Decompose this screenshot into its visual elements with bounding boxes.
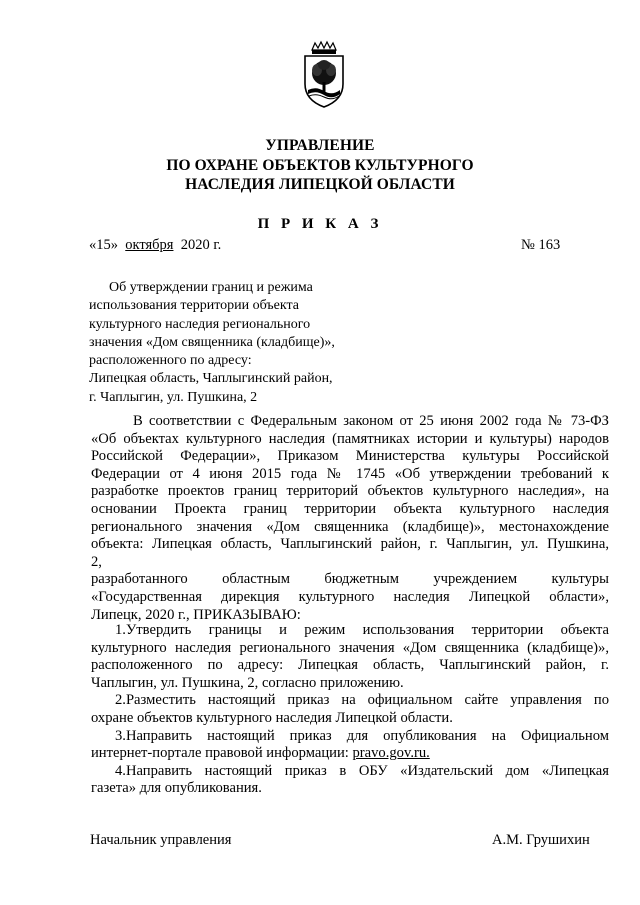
subject-line: Об утверждении границ и режима — [109, 280, 313, 295]
order-number: № 163 — [521, 237, 561, 253]
preamble-line: разработке проектов границ территорий объектов культурного наследия», на — [91, 483, 609, 500]
order-items — [91, 622, 609, 798]
signatory-name: А.М. Грушихин — [492, 832, 590, 848]
org-title-line-1: УПРАВЛЕНИЕ — [265, 137, 375, 154]
item-line: 3.Направить настоящий приказ для опубликования на Официальном — [115, 727, 609, 744]
item-line: культурного наследия регионального значения «Дом священника (кладбище)», — [91, 639, 609, 656]
lipetsk-coat-of-arms-icon — [299, 40, 349, 110]
subject-line: г. Чаплыгин, ул. Пушкина, 2 — [89, 389, 258, 405]
org-title-line-3: НАСЛЕДИЯ ЛИПЕЦКОЙ ОБЛАСТИ — [185, 176, 455, 193]
item-line: 2.Разместить настоящий приказ на официальном сайте управления по — [115, 692, 609, 709]
item-line — [91, 745, 609, 763]
preamble-line: «Об объектах культурного наследия (памятниках истории и культуры) народов — [91, 430, 609, 447]
preamble-paragraph — [91, 413, 609, 624]
order-item-1 — [91, 622, 609, 692]
preamble-line: основании Проекта границ территории объекта культурного наследия — [91, 500, 609, 517]
pravo-gov-link[interactable]: pravo.gov.ru. — [352, 745, 430, 762]
item-line: 4.Направить настоящий приказ в ОБУ «Издательский дом «Липецкая — [115, 762, 609, 779]
order-subject — [89, 279, 389, 407]
order-date-year: 2020 г. — [180, 237, 222, 253]
preamble-line: В соответствии с Федеральным законом от 25 июня 2002 года № 73-ФЗ — [133, 413, 609, 429]
subject-line: использования территории объекта — [89, 298, 299, 314]
item-line-prefix: интернет-портале правовой информации: — [91, 745, 353, 762]
preamble-line: объекта: Липецкая область, Чаплыгинский район, г. Чаплыгин, ул. Пушкина, — [91, 536, 609, 553]
item-line: расположенного по адресу: Липецкая область, Чаплыгинский район, г. — [91, 657, 609, 674]
preamble-line: регионального значения «Дом священника (кладбище)», местонахождение — [91, 518, 609, 535]
subject-line: Липецкая область, Чаплыгинский район, — [89, 371, 333, 387]
order-title: П Р И К А З — [257, 216, 383, 232]
org-title-line-2: ПО ОХРАНЕ ОБЪЕКТОВ КУЛЬТУРНОГО — [166, 157, 474, 174]
item-line: Чаплыгин, ул. Пушкина, 2, согласно приложению. — [91, 674, 404, 691]
order-item-3 — [91, 728, 609, 763]
order-date-month: октября — [125, 237, 174, 253]
order-date — [89, 237, 221, 254]
subject-line: значения «Дом священника (кладбище)», — [89, 334, 335, 350]
subject-line: расположенного по адресу: — [89, 353, 252, 369]
preamble-line: 2, — [91, 553, 102, 570]
order-date-day: «15» — [89, 237, 118, 253]
item-line: 1.Утвердить границы и режим использования территории объекта — [115, 622, 609, 638]
item-line: охране объектов культурного наследия Липецкой области. — [91, 709, 453, 726]
preamble-line: «Государственная дирекция культурного наследия Липецкой области», — [91, 588, 609, 605]
order-item-2 — [91, 692, 609, 727]
preamble-line: Липецк, 2020 г., ПРИКАЗЫВАЮ: — [91, 606, 301, 623]
preamble-line: Федерации от 4 июня 2015 года № 1745 «Об утверждении требований к — [91, 465, 609, 482]
preamble-line: разработанного областным бюджетным учреждением культуры — [91, 571, 609, 588]
order-item-4 — [91, 763, 609, 798]
preamble-line: Российской Федерации», Приказом Министерства культуры Российской — [91, 448, 609, 465]
item-line: газета» для опубликования. — [91, 780, 262, 797]
signatory-position: Начальник управления — [90, 832, 232, 848]
subject-line: культурного наследия регионального — [89, 316, 311, 332]
